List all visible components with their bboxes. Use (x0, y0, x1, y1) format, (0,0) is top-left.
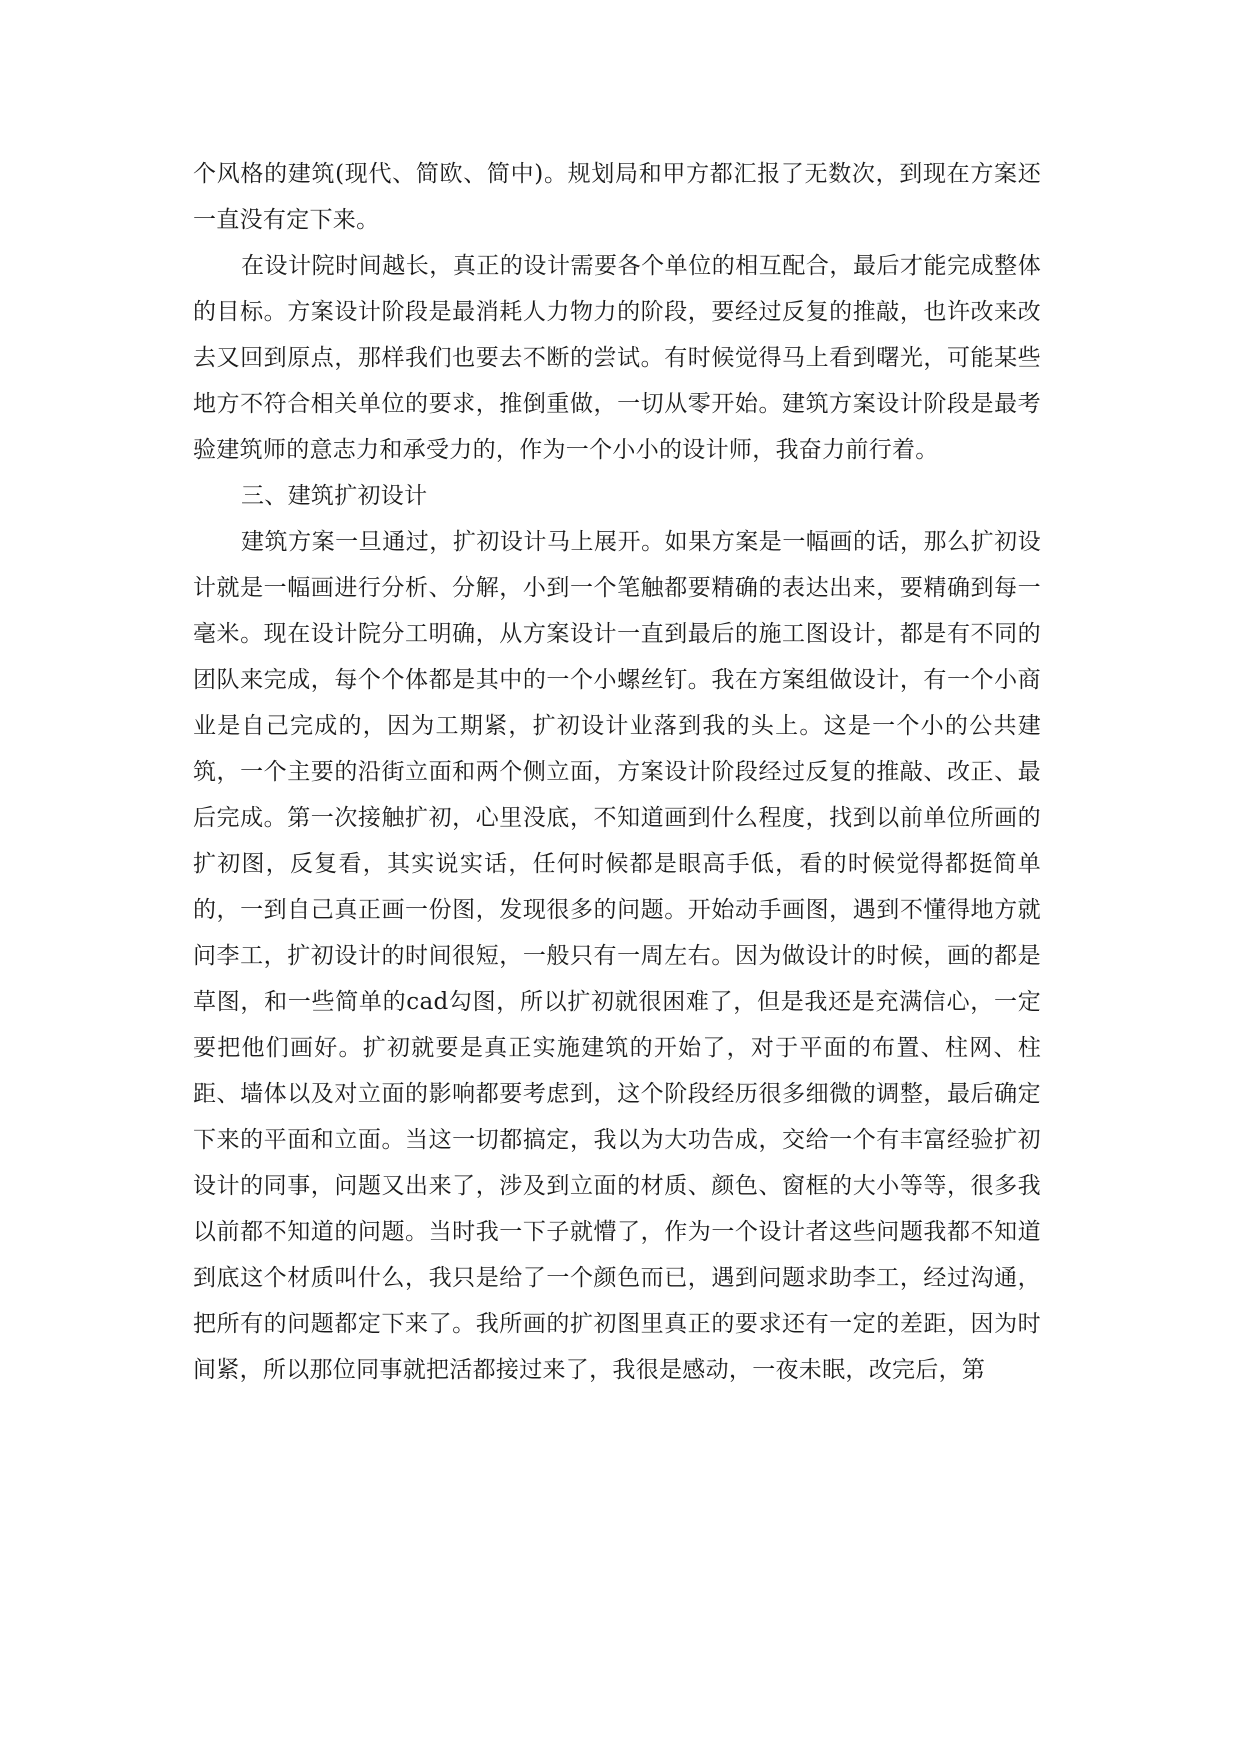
paragraph-preliminary-design: 建筑方案一旦通过，扩初设计马上展开。如果方案是一幅画的话，那么扩初设计就是一幅画进行分析、分解，小到一个笔触都要精确的表达出来，要精确到每一毫米。现在设计院分工明确，从方案设计一直到最后的施工图设计，都是有不同的团队来完成，每个个体都是其中的一个小螺丝钉。我在方案组做设计，有一个小商业是自己完成的，因为工期紧，扩初设计业落到我的头上。这是一个小的公共建筑，一个主要的沿街立面和两个侧立面，方案设计阶段经过反复的推敲、改正、最后完成。第一次接触扩初，心里没底，不知道画到什么程度，找到以前单位所画的扩初图，反复看，其实说实话，任何时候都是眼高手低，看的时候觉得都挺简单的，一到自己真正画一份图，发现很多的问题。开始动手画图，遇到不懂得地方就问李工，扩初设计的时间很短，一般只有一周左右。因为做设计的时候，画的都是草图，和一些简单的cad勾图，所以扩初就很困难了，但是我还是充满信心，一定要把他们画好。扩初就要是真正实施建筑的开始了，对于平面的布置、柱网、柱距、墙体以及对立面的影响都要考虑到，这个阶段经历很多细微的调整，最后确定下来的平面和立面。当这一切都搞定，我以为大功告成，交给一个有丰富经验扩初设计的同事，问题又出来了，涉及到立面的材质、颜色、窗框的大小等等，很多我以前都不知道的问题。当时我一下子就懵了，作为一个设计者这些问题我都不知道到底这个材质叫什么，我只是给了一个颜色而已，遇到问题求助李工，经过沟通，把所有的问题都定下来了。我所画的扩初图里真正的要求还有一定的差距，因为时间紧，所以那位同事就把活都接过来了，我很是感动，一夜未眠，改完后，第 (193, 529, 1041, 1383)
document-page (193, 151, 1041, 1393)
section-heading-preliminary-design: 三、建筑扩初设计 (241, 483, 428, 509)
paragraph-design-institute: 在设计院时间越长，真正的设计需要各个单位的相互配合，最后才能完成整体的目标。方案设计阶段是最消耗人力物力的阶段，要经过反复的推敲，也许改来改去又回到原点，那样我们也要去不断的尝试。有时候觉得马上看到曙光，可能某些地方不符合相关单位的要求，推倒重做，一切从零开始。建筑方案设计阶段是最考验建筑师的意志力和承受力的，作为一个小小的设计师，我奋力前行着。 (193, 253, 1041, 463)
paragraph-continuation: 个风格的建筑(现代、简欧、简中)。规划局和甲方都汇报了无数次，到现在方案还一直没有定下来。 (193, 161, 1041, 233)
